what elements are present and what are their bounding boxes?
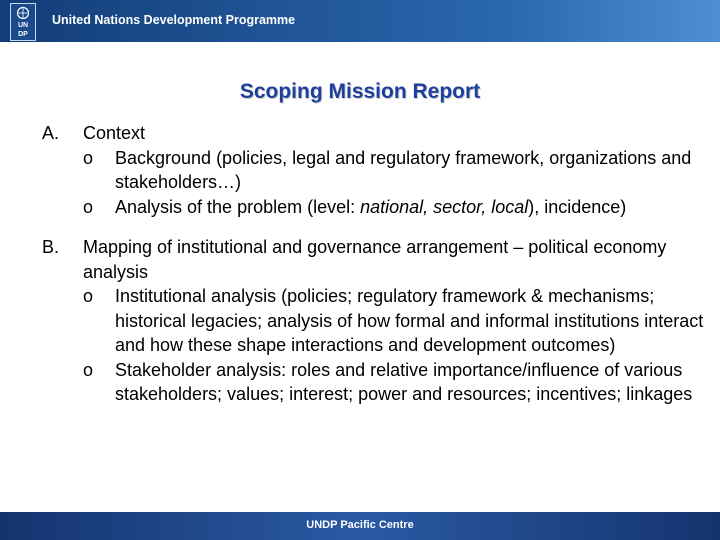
footer-bar	[0, 512, 720, 540]
section-heading: Mapping of institutional and governance arrangement – political economy analysis	[83, 237, 667, 282]
footer-text: UNDP Pacific Centre	[306, 519, 414, 531]
undp-logo	[10, 3, 36, 41]
section-letter: B.	[42, 237, 60, 257]
logo-text-un: UN	[17, 22, 29, 29]
un-emblem-icon	[14, 6, 32, 20]
slide-title: Scoping Mission Report	[239, 80, 481, 103]
list-item-text: Stakeholder analysis: roles and relative importance/influence of various stakeholders; values; interest; power and resources; incentives; linkages	[115, 359, 693, 404]
list-item-text-pre: Analysis of the problem (level:	[115, 196, 361, 217]
list-item-text: Background (policies, legal and regulatory framework, organizations and stakeholders…)	[115, 147, 692, 192]
section-letter: A.	[42, 123, 60, 143]
bullet: o	[83, 286, 94, 306]
list-item	[83, 195, 718, 220]
list-item	[83, 284, 718, 358]
bullet: o	[83, 196, 94, 217]
header-bar	[0, 0, 720, 42]
logo-text-dp: DP	[18, 31, 28, 38]
slide-body	[42, 121, 718, 407]
list-item-text-emphasis: national, sector, local	[360, 196, 529, 217]
list-item	[83, 146, 718, 195]
section-b	[42, 235, 718, 407]
bullet: o	[83, 147, 94, 168]
list-item	[83, 358, 718, 407]
bullet: o	[83, 359, 94, 380]
section-a	[42, 121, 718, 219]
list-item-text-post: ), incidence)	[528, 196, 627, 217]
list-item-text: Institutional analysis (policies; regulatory framework & mechanisms; historical legacies; analysis of how formal and informal institutions interact and how these shape interactions and development outcomes)	[115, 286, 704, 355]
section-heading: Context	[83, 123, 146, 143]
org-name: United Nations Development Programme	[52, 13, 296, 27]
